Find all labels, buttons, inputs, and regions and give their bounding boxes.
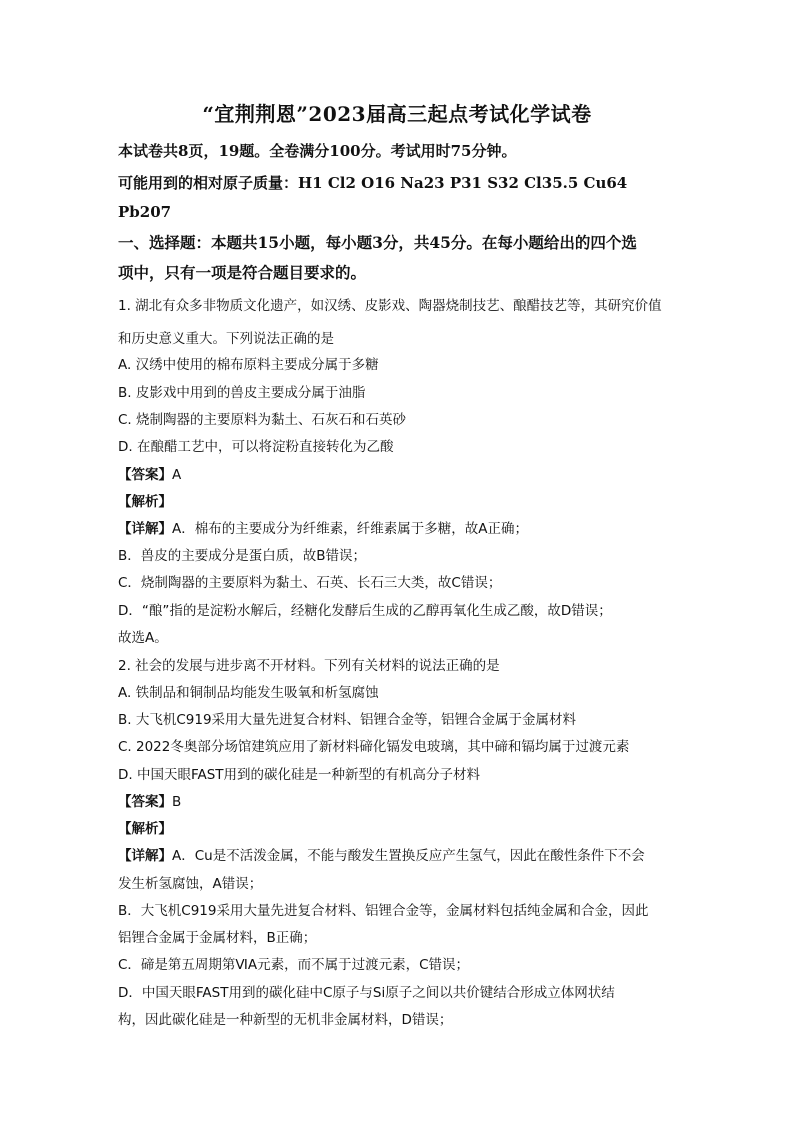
exam-info-line-1: 本试卷共8页，19题。全卷满分100分。考试用时75分钟。 <box>118 142 517 160</box>
q2-option-c: C. 2022冬奥部分场馆建筑应用了新材料碲化镉发电玻璃，其中碲和镉均属于过渡元素 <box>118 739 630 755</box>
q1-stem-line-1: 1. 湖北有众多非物质文化遗产，如汉绣、皮影戏、陶器烧制技艺、酿醋技艺等，其研究价值 <box>118 298 662 314</box>
answer-value: A <box>172 467 182 483</box>
q2-detail-line-2: 发生析氢腐蚀，A错误； <box>118 876 263 892</box>
answer-tag: 【答案】 <box>118 467 172 483</box>
q2-answer <box>118 790 181 810</box>
q2-option-a: A. 铁制品和铜制品均能发生吸氧和析氢腐蚀 <box>118 685 379 701</box>
q1-option-d: D. 在酿醋工艺中，可以将淀粉直接转化为乙酸 <box>118 439 394 455</box>
q1-option-b: B. 皮影戏中用到的兽皮主要成分属于油脂 <box>118 385 366 401</box>
q2-detail-line-1 <box>118 844 645 864</box>
q2-stem-line-1: 2. 社会的发展与进步离不开材料。下列有关材料的说法正确的是 <box>118 658 500 674</box>
q2-option-d: D. 中国天眼FAST用到的碳化硅是一种新型的有机高分子材料 <box>118 767 481 783</box>
q1-detail-line-3: C．烧制陶器的主要原料为黏土、石英、长石三大类，故C错误； <box>118 575 502 591</box>
section-heading-line-1: 一、选择题：本题共15小题，每小题3分，共45分。在每小题给出的四个选 <box>118 233 637 252</box>
q2-option-b: B. 大飞机C919采用大量先进复合材料、铝锂合金等，铝锂合金属于金属材料 <box>118 712 577 728</box>
q1-option-c: C. 烧制陶器的主要原料为黏土、石灰石和石英砂 <box>118 412 407 428</box>
exam-title: “宜荆荆恩”2023届高三起点考试化学试卷 <box>202 102 592 126</box>
q2-detail-line-7: 构，因此碳化硅是一种新型的无机非金属材料，D错误； <box>118 1012 453 1028</box>
atomic-mass-line: 可能用到的相对原子质量：H1 Cl2 O16 Na23 P31 S32 Cl35.5 Cu64 <box>118 174 628 192</box>
q1-detail-line-4: D．“酿”指的是淀粉水解后，经糖化发酵后生成的乙醇再氧化生成乙酸，故D错误； <box>118 603 612 619</box>
q2-detail-line-3: B．大飞机C919采用大量先进复合材料、铝锂合金等，金属材料包括纯金属和合金，因此 <box>118 903 649 919</box>
detail-tag: 【详解】 <box>118 848 172 864</box>
detail-text: A．棉布的主要成分为纤维素，纤维素属于多糖，故A正确； <box>172 521 528 537</box>
answer-tag: 【答案】 <box>118 794 172 810</box>
q2-analysis-tag: 【解析】 <box>118 821 172 837</box>
section-heading-line-2: 项中，只有一项是符合题目要求的。 <box>118 263 367 282</box>
atomic-mass-line-cont: Pb207 <box>118 203 172 221</box>
detail-tag: 【详解】 <box>118 521 172 537</box>
q1-option-a: A. 汉绣中使用的棉布原料主要成分属于多糖 <box>118 357 379 373</box>
q1-stem-line-2: 和历史意义重大。下列说法正确的是 <box>118 331 334 347</box>
q1-detail-line-5: 故选A。 <box>118 630 168 646</box>
detail-text: A．Cu是不活泼金属，不能与酸发生置换反应产生氢气，因此在酸性条件下不会 <box>172 848 645 864</box>
q1-answer <box>118 463 181 483</box>
q2-detail-line-6: D．中国天眼FAST用到的碳化硅中C原子与Si原子之间以共价键结合形成立体网状结 <box>118 985 615 1001</box>
q1-detail-line-1 <box>118 517 528 537</box>
q1-detail-line-2: B．兽皮的主要成分是蛋白质，故B错误； <box>118 548 367 564</box>
q1-analysis-tag: 【解析】 <box>118 494 172 510</box>
q2-detail-line-5: C．碲是第五周期第ⅥA元素，而不属于过渡元素，C错误； <box>118 957 470 973</box>
q2-detail-line-4: 铝锂合金属于金属材料，B正确； <box>118 930 317 946</box>
answer-value: B <box>172 794 182 810</box>
